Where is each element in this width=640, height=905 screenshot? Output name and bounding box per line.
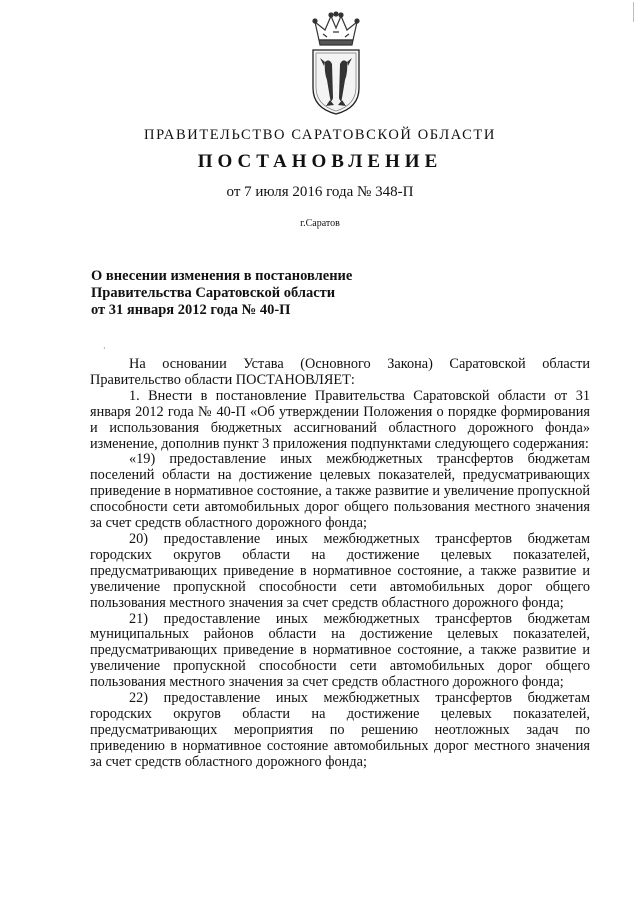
- decree-body: [90, 357, 590, 771]
- body-paragraph: 1. Внести в постановление Правительства Саратовской области от 31 января 2012 года № 40-П «Об утверждении Положения о порядке формирования и использования бюджетных ассигнований областного дорожного фонда» изменение, дополнив пункт 3 приложения подпунктами следующего содержания:: [90, 387, 590, 452]
- document-type: ПОСТАНОВЛЕНИЕ: [197, 151, 443, 172]
- body-paragraph: На основании Устава (Основного Закона) Саратовской области Правительство области ПОСТАНОВЛЯЕТ:: [90, 356, 590, 388]
- government-name: ПРАВИТЕЛЬСТВО САРАТОВСКОЙ ОБЛАСТИ: [144, 127, 496, 143]
- scan-speck: ·: [103, 344, 106, 353]
- subject-line: от 31 января 2012 года № 40-П: [91, 302, 291, 318]
- body-paragraph: 20) предоставление иных межбюджетных трансфертов бюджетам городских округов области на достижение целевых показателей, предусматривающих приведение в нормативное состояние, а также развитие и увеличение пропускной способности сети автомобильных дорог общего пользования местного значения за счет средств областного дорожного фонда;: [90, 530, 590, 611]
- subject-line: Правительства Саратовской области: [91, 285, 336, 301]
- decree-subject: [91, 268, 421, 319]
- saratov-coat-of-arms-icon: [305, 10, 367, 116]
- decree-city: г.Саратов: [300, 218, 340, 229]
- body-paragraph: «19) предоставление иных межбюджетных трансфертов бюджетам поселений области на достижение целевых показателей, предусматривающих приведение в нормативное состояние, а также развитие и увеличение пропускной способности сети автомобильных дорог общего пользования местного значения за счет средств областного дорожного фонда;: [90, 451, 590, 532]
- decree-date-number: от 7 июля 2016 года № 348-П: [226, 184, 414, 200]
- body-paragraph: 22) предоставление иных межбюджетных трансфертов бюджетам городских округов области на достижение целевых показателей, предусматривающих мероприятия по решению неотложных задач по приведению в нормативное состояние автомобильных дорог местного значения за счет средств областного дорожного фонда;: [90, 690, 590, 770]
- subject-line: О внесении изменения в постановление: [91, 268, 353, 284]
- scan-edge-mark: [633, 2, 638, 22]
- body-paragraph: 21) предоставление иных межбюджетных трансфертов бюджетам муниципальных районов области на достижение целевых показателей, предусматривающих приведение в нормативное состояние, а также развитие и увеличение пропускной способности сети автомобильных дорог общего пользования местного значения за счет средств областного дорожного фонда;: [90, 610, 590, 691]
